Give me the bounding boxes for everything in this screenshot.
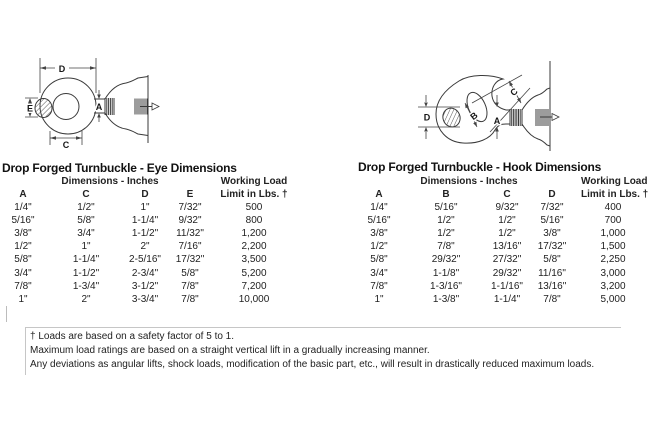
cell: 800	[245, 214, 263, 226]
cell: 3/8"	[14, 227, 32, 239]
cell: 5/8"	[543, 254, 561, 266]
cell: 3/8"	[370, 227, 388, 239]
cell: 1-1/8"	[432, 267, 460, 279]
cell: 27/32"	[492, 254, 522, 266]
cell: 9/32"	[495, 201, 519, 213]
cell: 1-1/4"	[72, 254, 100, 266]
cell: 5/8"	[77, 214, 95, 226]
table-row	[2, 254, 290, 267]
dim-label-d: D	[423, 112, 431, 123]
cell: 2,250	[600, 254, 626, 266]
cell: 1,500	[600, 241, 626, 253]
cell: 5/8"	[370, 254, 388, 266]
dims-inches-header: Dimensions - Inches	[420, 176, 518, 187]
hook-dimensions-table	[357, 176, 649, 307]
dim-label-d: D	[58, 64, 66, 74]
col-header-d: D	[141, 188, 149, 200]
working-load-header: Working Load	[220, 176, 288, 187]
note-vertical-lift: Maximum load ratings are based on a straight vertical lift in a gradually increasing manner.	[30, 345, 430, 356]
cell: 3-1/2"	[131, 280, 159, 292]
cell: 17/32"	[537, 241, 567, 253]
cell: 5,200	[241, 267, 267, 279]
cell: 700	[604, 214, 622, 226]
table-row	[2, 241, 290, 254]
cell: 2"	[81, 293, 91, 305]
cell: 7/8"	[181, 293, 199, 305]
thread-direction-arrowhead	[152, 103, 159, 110]
dim-label-e: E	[26, 103, 34, 114]
cell: 2-5/16"	[129, 254, 161, 266]
hook-header-row-2	[357, 188, 645, 201]
table-row	[357, 241, 645, 254]
cell: 1"	[374, 293, 384, 305]
cell: 3,500	[241, 254, 267, 266]
dim-label-a: A	[95, 102, 103, 112]
cell: 500	[245, 201, 263, 213]
eye-section-hatch	[35, 99, 52, 118]
col-header-e: E	[186, 188, 194, 200]
cell: 1/2"	[498, 214, 516, 226]
cell: 7/32"	[540, 201, 564, 213]
cell: 3,000	[600, 267, 626, 279]
cell: 2,200	[241, 241, 267, 253]
cell: 5/16"	[434, 201, 458, 213]
cell: 7/8"	[181, 280, 199, 292]
col-header-a: A	[375, 188, 383, 200]
cell: 1"	[81, 241, 91, 253]
hook-section-hatch	[440, 106, 462, 130]
cell: 3/8"	[543, 227, 561, 239]
cell: 1-3/8"	[432, 293, 460, 305]
eye-header-row-2	[2, 188, 290, 201]
cell: 1-1/4"	[493, 293, 521, 305]
page-artifact-line	[6, 306, 7, 322]
cell: 1-1/4"	[131, 214, 159, 226]
cell: 7/8"	[437, 241, 455, 253]
cell: 5/16"	[367, 214, 391, 226]
cell: 1/2"	[437, 214, 455, 226]
note-safety-factor: † Loads are based on a safety factor of 5 to 1.	[30, 331, 235, 342]
table-row	[357, 293, 645, 306]
col-header-d: D	[548, 188, 556, 200]
cell: 1-1/2"	[72, 267, 100, 279]
table-row	[2, 214, 290, 227]
load-rating-notes	[25, 327, 621, 375]
col-header-a: A	[19, 188, 27, 200]
cell: 7/8"	[543, 293, 561, 305]
cell: 5/16"	[540, 214, 564, 226]
eye-dimensions-table	[2, 176, 290, 307]
eye-table-title: Drop Forged Turnbuckle - Eye Dimensions	[2, 161, 237, 175]
cell: 1"	[18, 293, 28, 305]
cell: 3/4"	[370, 267, 388, 279]
hook-turnbuckle-diagram	[410, 53, 590, 160]
cell: 9/32"	[178, 214, 202, 226]
cell: 1,000	[600, 227, 626, 239]
cell: 1,200	[241, 227, 267, 239]
col-header-b: B	[442, 188, 450, 200]
col-header-c: C	[503, 188, 511, 200]
limit-lbs-header: Limit in Lbs. †	[220, 188, 288, 200]
cell: 1/2"	[370, 241, 388, 253]
cell: 1-3/4"	[72, 280, 100, 292]
cell: 3/4"	[14, 267, 32, 279]
cell: 2-3/4"	[131, 267, 159, 279]
working-load-header: Working Load	[581, 176, 648, 187]
cell: 10,000	[238, 293, 270, 305]
cell: 2"	[140, 241, 150, 253]
table-row	[2, 280, 290, 293]
table-row	[2, 293, 290, 306]
cell: 1-1/2"	[131, 227, 159, 239]
cell: 1/2"	[437, 227, 455, 239]
eye-header-row-1	[2, 176, 290, 188]
cell: 7/8"	[14, 280, 32, 292]
dims-inches-header: Dimensions - Inches	[61, 176, 159, 187]
cell: 29/32"	[431, 254, 461, 266]
cell: 17/32"	[175, 254, 205, 266]
eye-turnbuckle-diagram	[25, 53, 175, 160]
cell: 1/4"	[14, 201, 32, 213]
dim-label-c: C	[62, 140, 70, 150]
dim-label-a: A	[493, 116, 501, 126]
cell: 400	[604, 201, 622, 213]
cell: 1"	[140, 201, 150, 213]
thread-direction-arrowhead	[552, 114, 559, 121]
cell: 7,200	[241, 280, 267, 292]
cell: 3,200	[600, 280, 626, 292]
cell: 7/32"	[178, 201, 202, 213]
limit-lbs-header: Limit in Lbs. †	[581, 188, 649, 200]
cell: 11/32"	[176, 227, 204, 239]
cell: 7/8"	[370, 280, 388, 292]
cell: 3-3/4"	[131, 293, 159, 305]
cell: 29/32"	[492, 267, 522, 279]
cell: 3/4"	[77, 227, 95, 239]
hook-table-title: Drop Forged Turnbuckle - Hook Dimensions	[358, 160, 602, 174]
cell: 11/16"	[538, 267, 566, 279]
cell: 1/4"	[370, 201, 388, 213]
cell: 5,000	[600, 293, 626, 305]
note-deviations: Any deviations as angular lifts, shock loads, modification of the basic part, etc., will result in drastically reduced maximum loads.	[30, 359, 595, 370]
table-row	[357, 280, 645, 293]
dim-label-b: B	[468, 110, 480, 122]
table-row	[2, 267, 290, 280]
hook-header-row-1	[357, 176, 645, 188]
cell: 1/2"	[77, 201, 95, 213]
cell: 5/16"	[11, 214, 35, 226]
cell: 5/8"	[181, 267, 199, 279]
hook-outline	[436, 61, 550, 151]
cell: 1/2"	[498, 227, 516, 239]
table-row	[357, 214, 645, 227]
cell: 1/2"	[14, 241, 32, 253]
cell: 13/16"	[537, 280, 567, 292]
table-row	[357, 267, 645, 280]
cell: 7/16"	[178, 241, 202, 253]
col-header-c: C	[82, 188, 90, 200]
table-row	[2, 227, 290, 240]
dim-label-c: C	[508, 86, 520, 98]
eye-outline	[40, 75, 148, 143]
cell: 5/8"	[14, 254, 32, 266]
table-row	[357, 227, 645, 240]
table-row	[2, 201, 290, 214]
cell: 1-1/16"	[491, 280, 523, 292]
cell: 1-3/16"	[430, 280, 462, 292]
table-row	[357, 201, 645, 214]
table-row	[357, 254, 645, 267]
cell: 13/16"	[492, 241, 522, 253]
hook-dimension-lines	[418, 75, 530, 139]
